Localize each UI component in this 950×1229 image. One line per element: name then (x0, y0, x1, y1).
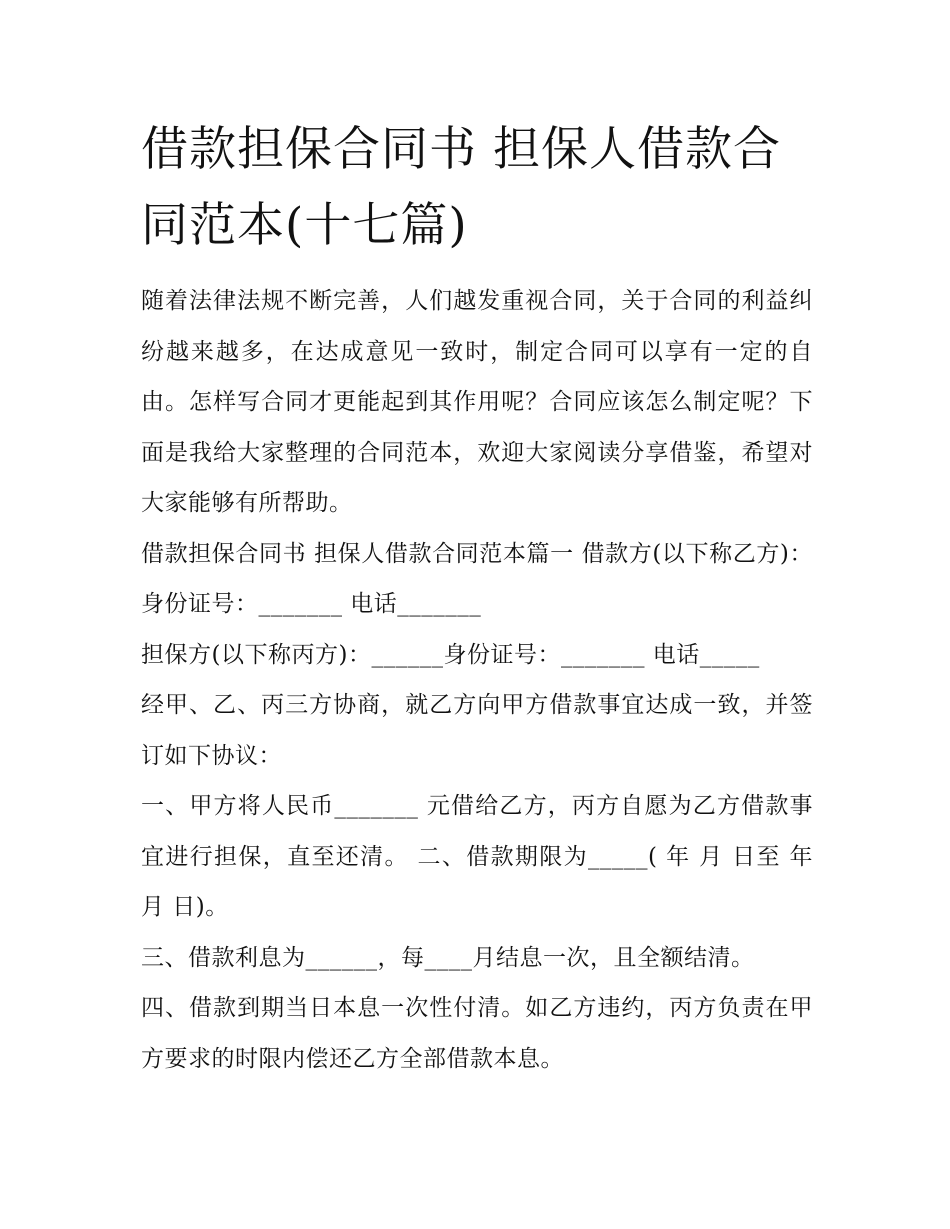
guarantor-line: 担保方(以下称丙方)：______身份证号：_______ 电话_____ (141, 641, 760, 668)
document-title: 借款担保合同书 担保人借款合同范本(十七篇) (141, 122, 781, 253)
intro-paragraph: 随着法律法规不断完善，人们越发重视合同，关于合同的利益纠纷越来越多，在达成意见一致时，制定合同可以享有一定的自由。怎样写合同才更能起到其作用呢？合同应该怎么制定呢？下面是我给大家整理的合同范本，欢迎大家阅读分享借鉴，希望对大家能够有所帮助。 (141, 288, 813, 516)
clause-three: 三、借款利息为______，每____月结息一次，且全额结清。 (141, 944, 755, 971)
document-body (141, 112, 813, 1084)
borrower-line: 借款担保合同书 担保人借款合同范本篇一 借款方(以下称乙方)： 身份证号：_______ 电话_______ (141, 540, 813, 617)
agreement-preamble: 经甲、乙、丙三方协商，就乙方向甲方借款事宜达成一致，并签订如下协议： (141, 692, 813, 769)
clause-four: 四、借款到期当日本息一次性付清。如乙方违约，丙方负责在甲方要求的时限内偿还乙方全部借款本息。 (141, 995, 813, 1072)
clause-one-two: 一、甲方将人民币_______ 元借给乙方，丙方自愿为乙方借款事宜进行担保，直至还清。 二、借款期限为_____( 年 月 日至 年 月 日)。 (141, 793, 813, 920)
